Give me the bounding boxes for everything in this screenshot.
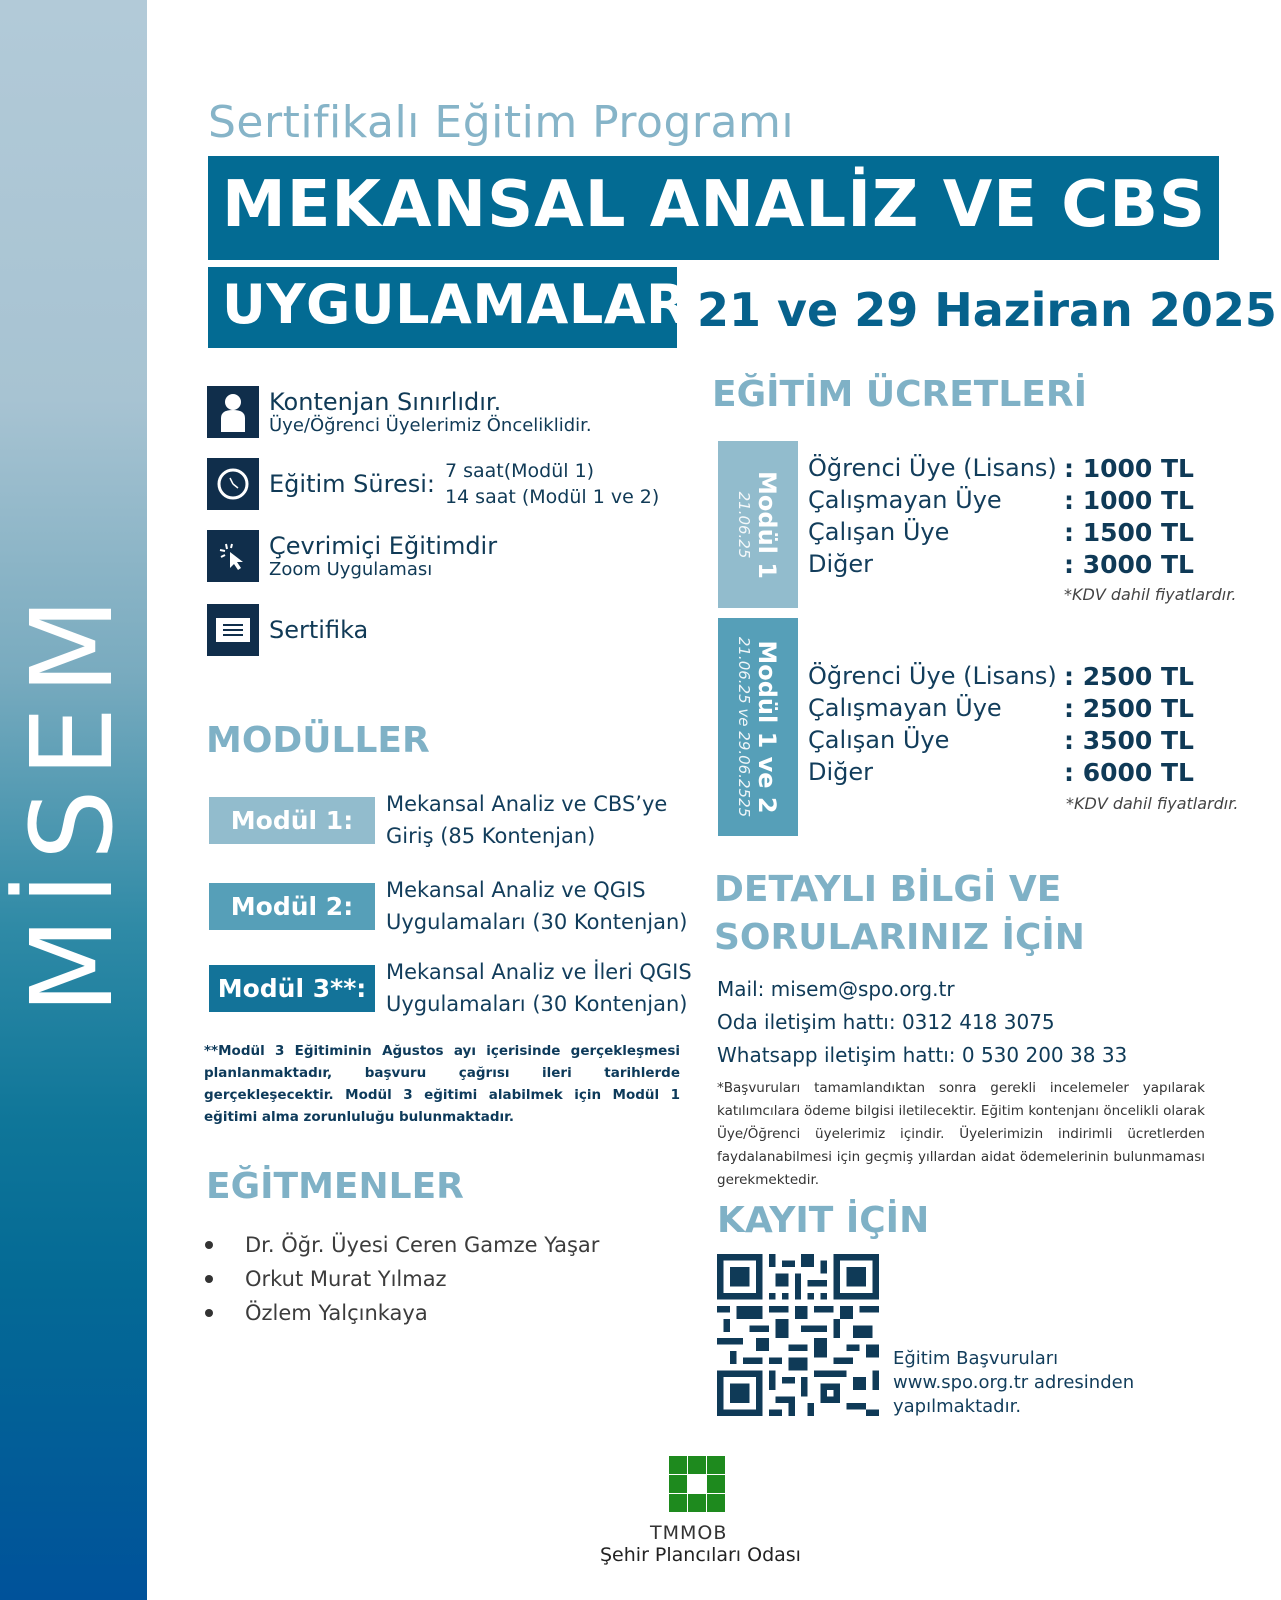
- fee-row: [808, 724, 1194, 756]
- feature-title: Kontenjan Sınırlıdır.: [269, 388, 502, 416]
- fee-label: Çalışan Üye: [808, 518, 950, 546]
- fee-row: [808, 484, 1194, 516]
- feature-online: [207, 530, 497, 582]
- person-icon: [207, 386, 259, 438]
- fee-value: : 2500 TL: [1064, 661, 1194, 691]
- fee-tab-module-1-2: [718, 618, 798, 836]
- modules-heading: MODÜLLER: [206, 720, 430, 761]
- module-badge: Modül 3**:: [209, 965, 375, 1012]
- title-line-1: MEKANSAL ANALİZ VE CBS: [222, 168, 1207, 242]
- module-desc-line: Uygulamaları (30 Kontenjan): [386, 992, 688, 1016]
- feature-title: Sertifika: [269, 616, 369, 644]
- certificate-icon: [207, 604, 259, 656]
- module-2: [209, 874, 687, 938]
- registration-info: [893, 1347, 1134, 1419]
- fee-label: Diğer: [808, 758, 874, 786]
- module-desc-line: Mekansal Analiz ve QGIS: [386, 878, 646, 902]
- fee-row: [808, 548, 1194, 580]
- fee-label: Öğrenci Üye (Lisans): [808, 662, 1057, 690]
- trainer-name: Orkut Murat Yılmaz: [245, 1267, 447, 1291]
- feature-quota: [207, 386, 592, 438]
- title-banner-2: [208, 267, 709, 348]
- program-subtitle: Sertifikalı Eğitim Programı: [208, 97, 795, 148]
- module-desc-line: Giriş (85 Kontenjan): [386, 824, 596, 848]
- application-note: *Başvuruları tamamlandıktan sonra gerekli incelemeler yapılarak katılımcılara ödeme bilgisi iletilecektir. Eğitim kontenjanı öncelikli olarak Üye/Öğrenci üyelerimiz içindir. Üyelerimizin indirimli ücretlerden faydalanabilmesi için geçmiş yıllardan aidat ödemelerinin bulunmaması gerekmektedir.: [717, 1080, 1205, 1188]
- fee-label: Çalışan Üye: [808, 726, 950, 754]
- fee-tab-date: 21.06.25 ve 29.06.2525: [735, 636, 754, 818]
- trainer-item: [205, 1296, 599, 1330]
- trainer-item: [205, 1228, 599, 1262]
- trainers-heading: EĞİTMENLER: [206, 1166, 464, 1207]
- cursor-click-icon: [207, 530, 259, 582]
- fee-value: : 1000 TL: [1064, 485, 1194, 515]
- fee-tab-module-1: [718, 441, 798, 608]
- registration-line: Eğitim Başvuruları: [893, 1348, 1059, 1369]
- duration-module-1: 7 saat(Modül 1): [444, 460, 595, 482]
- feature-title: Çevrimiçi Eğitimdir: [269, 532, 498, 560]
- qr-code-icon[interactable]: [717, 1254, 879, 1416]
- registration-heading: KAYIT İÇİN: [717, 1200, 930, 1241]
- contact-heading-line: DETAYLI BİLGİ VE: [714, 869, 1062, 910]
- trainer-name: Özlem Yalçınkaya: [245, 1301, 428, 1325]
- feature-subtitle: Zoom Uygulaması: [269, 559, 433, 580]
- bullet-icon: [205, 1309, 213, 1317]
- vat-note: *KDV dahil fiyatlardır.: [1066, 794, 1239, 813]
- fee-value: : 3000 TL: [1064, 549, 1194, 579]
- contact-whatsapp[interactable]: Whatsapp iletişim hattı: 0 530 200 38 33: [717, 1043, 1128, 1067]
- module-badge: Modül 1:: [209, 797, 375, 844]
- fee-row: [808, 516, 1194, 548]
- brand-misem: MİSEM: [8, 585, 138, 1015]
- fee-row: [808, 452, 1194, 484]
- fee-value: : 2500 TL: [1064, 693, 1194, 723]
- feature-certificate: [207, 604, 368, 656]
- contact-heading-line: SORULARINIZ İÇİN: [714, 917, 1085, 958]
- sidebar-band: [0, 0, 147, 1600]
- fee-row: [808, 692, 1194, 724]
- feature-subtitle: Üye/Öğrenci Üyelerimiz Önceliklidir.: [269, 415, 592, 436]
- fees-heading: EĞİTİM ÜCRETLERİ: [712, 374, 1088, 415]
- tmmob-logo-icon: [669, 1456, 725, 1512]
- org-name-short: TMMOB: [650, 1522, 728, 1544]
- event-dates: 21 ve 29 Haziran 2025: [697, 283, 1277, 337]
- registration-url[interactable]: www.spo.org.tr adresinden: [893, 1372, 1135, 1393]
- module-1: [209, 788, 667, 852]
- contact-heading: [714, 866, 1085, 962]
- module-3: [209, 956, 692, 1020]
- title-banner-1: [208, 156, 1219, 260]
- module-desc-line: Uygulamaları (30 Kontenjan): [386, 910, 688, 934]
- module-3-note: **Modül 3 Eğitiminin Ağustos ayı içerisinde gerçekleşmesi planlanmaktadır, başvuru çağrısı ileri tarihlerde gerçekleşecektir. Modül 3 eğitimi alabilmek için Modül 1 eğitimi alma zorunluluğu bulunmaktadır.: [204, 1043, 680, 1125]
- fee-label: Çalışmayan Üye: [808, 694, 1002, 722]
- fee-value: : 3500 TL: [1064, 725, 1194, 755]
- clock-icon: [207, 458, 259, 510]
- fee-row: [808, 756, 1194, 788]
- bullet-icon: [205, 1241, 213, 1249]
- contact-mail[interactable]: Mail: misem@spo.org.tr: [717, 977, 955, 1001]
- org-name-full: Şehir Plancıları Odası: [600, 1544, 801, 1566]
- fee-value: : 6000 TL: [1064, 757, 1194, 787]
- trainer-name: Dr. Öğr. Üyesi Ceren Gamze Yaşar: [245, 1233, 600, 1257]
- vat-note: *KDV dahil fiyatlardır.: [1064, 585, 1237, 604]
- trainers-list: [205, 1228, 599, 1330]
- fee-row: [808, 660, 1194, 692]
- fee-label: Öğrenci Üye (Lisans): [808, 454, 1057, 482]
- fee-tab-title: Modül 1 ve 2: [753, 640, 782, 814]
- fee-table-module-1: [808, 452, 1194, 580]
- fee-label: Diğer: [808, 550, 874, 578]
- feature-title: Eğitim Süresi:: [269, 470, 435, 498]
- fee-table-module-1-2: [808, 660, 1194, 788]
- fee-value: : 1000 TL: [1064, 453, 1194, 483]
- fee-label: Çalışmayan Üye: [808, 486, 1002, 514]
- module-desc-line: Mekansal Analiz ve CBS’ye: [386, 792, 668, 816]
- bullet-icon: [205, 1275, 213, 1283]
- trainer-item: [205, 1262, 599, 1296]
- contact-phone[interactable]: Oda iletişim hattı: 0312 418 3075: [717, 1010, 1055, 1034]
- registration-line: yapılmaktadır.: [893, 1396, 1022, 1417]
- fee-tab-date: 21.06.25: [735, 491, 754, 558]
- fee-tab-title: Modül 1: [753, 470, 782, 579]
- feature-duration: [207, 458, 659, 510]
- fee-value: : 1500 TL: [1064, 517, 1194, 547]
- module-badge: Modül 2:: [209, 883, 375, 930]
- module-desc-line: Mekansal Analiz ve İleri QGIS: [386, 960, 692, 984]
- title-line-2: UYGULAMALARI: [222, 273, 709, 336]
- duration-module-1-2: 14 saat (Modül 1 ve 2): [444, 486, 660, 508]
